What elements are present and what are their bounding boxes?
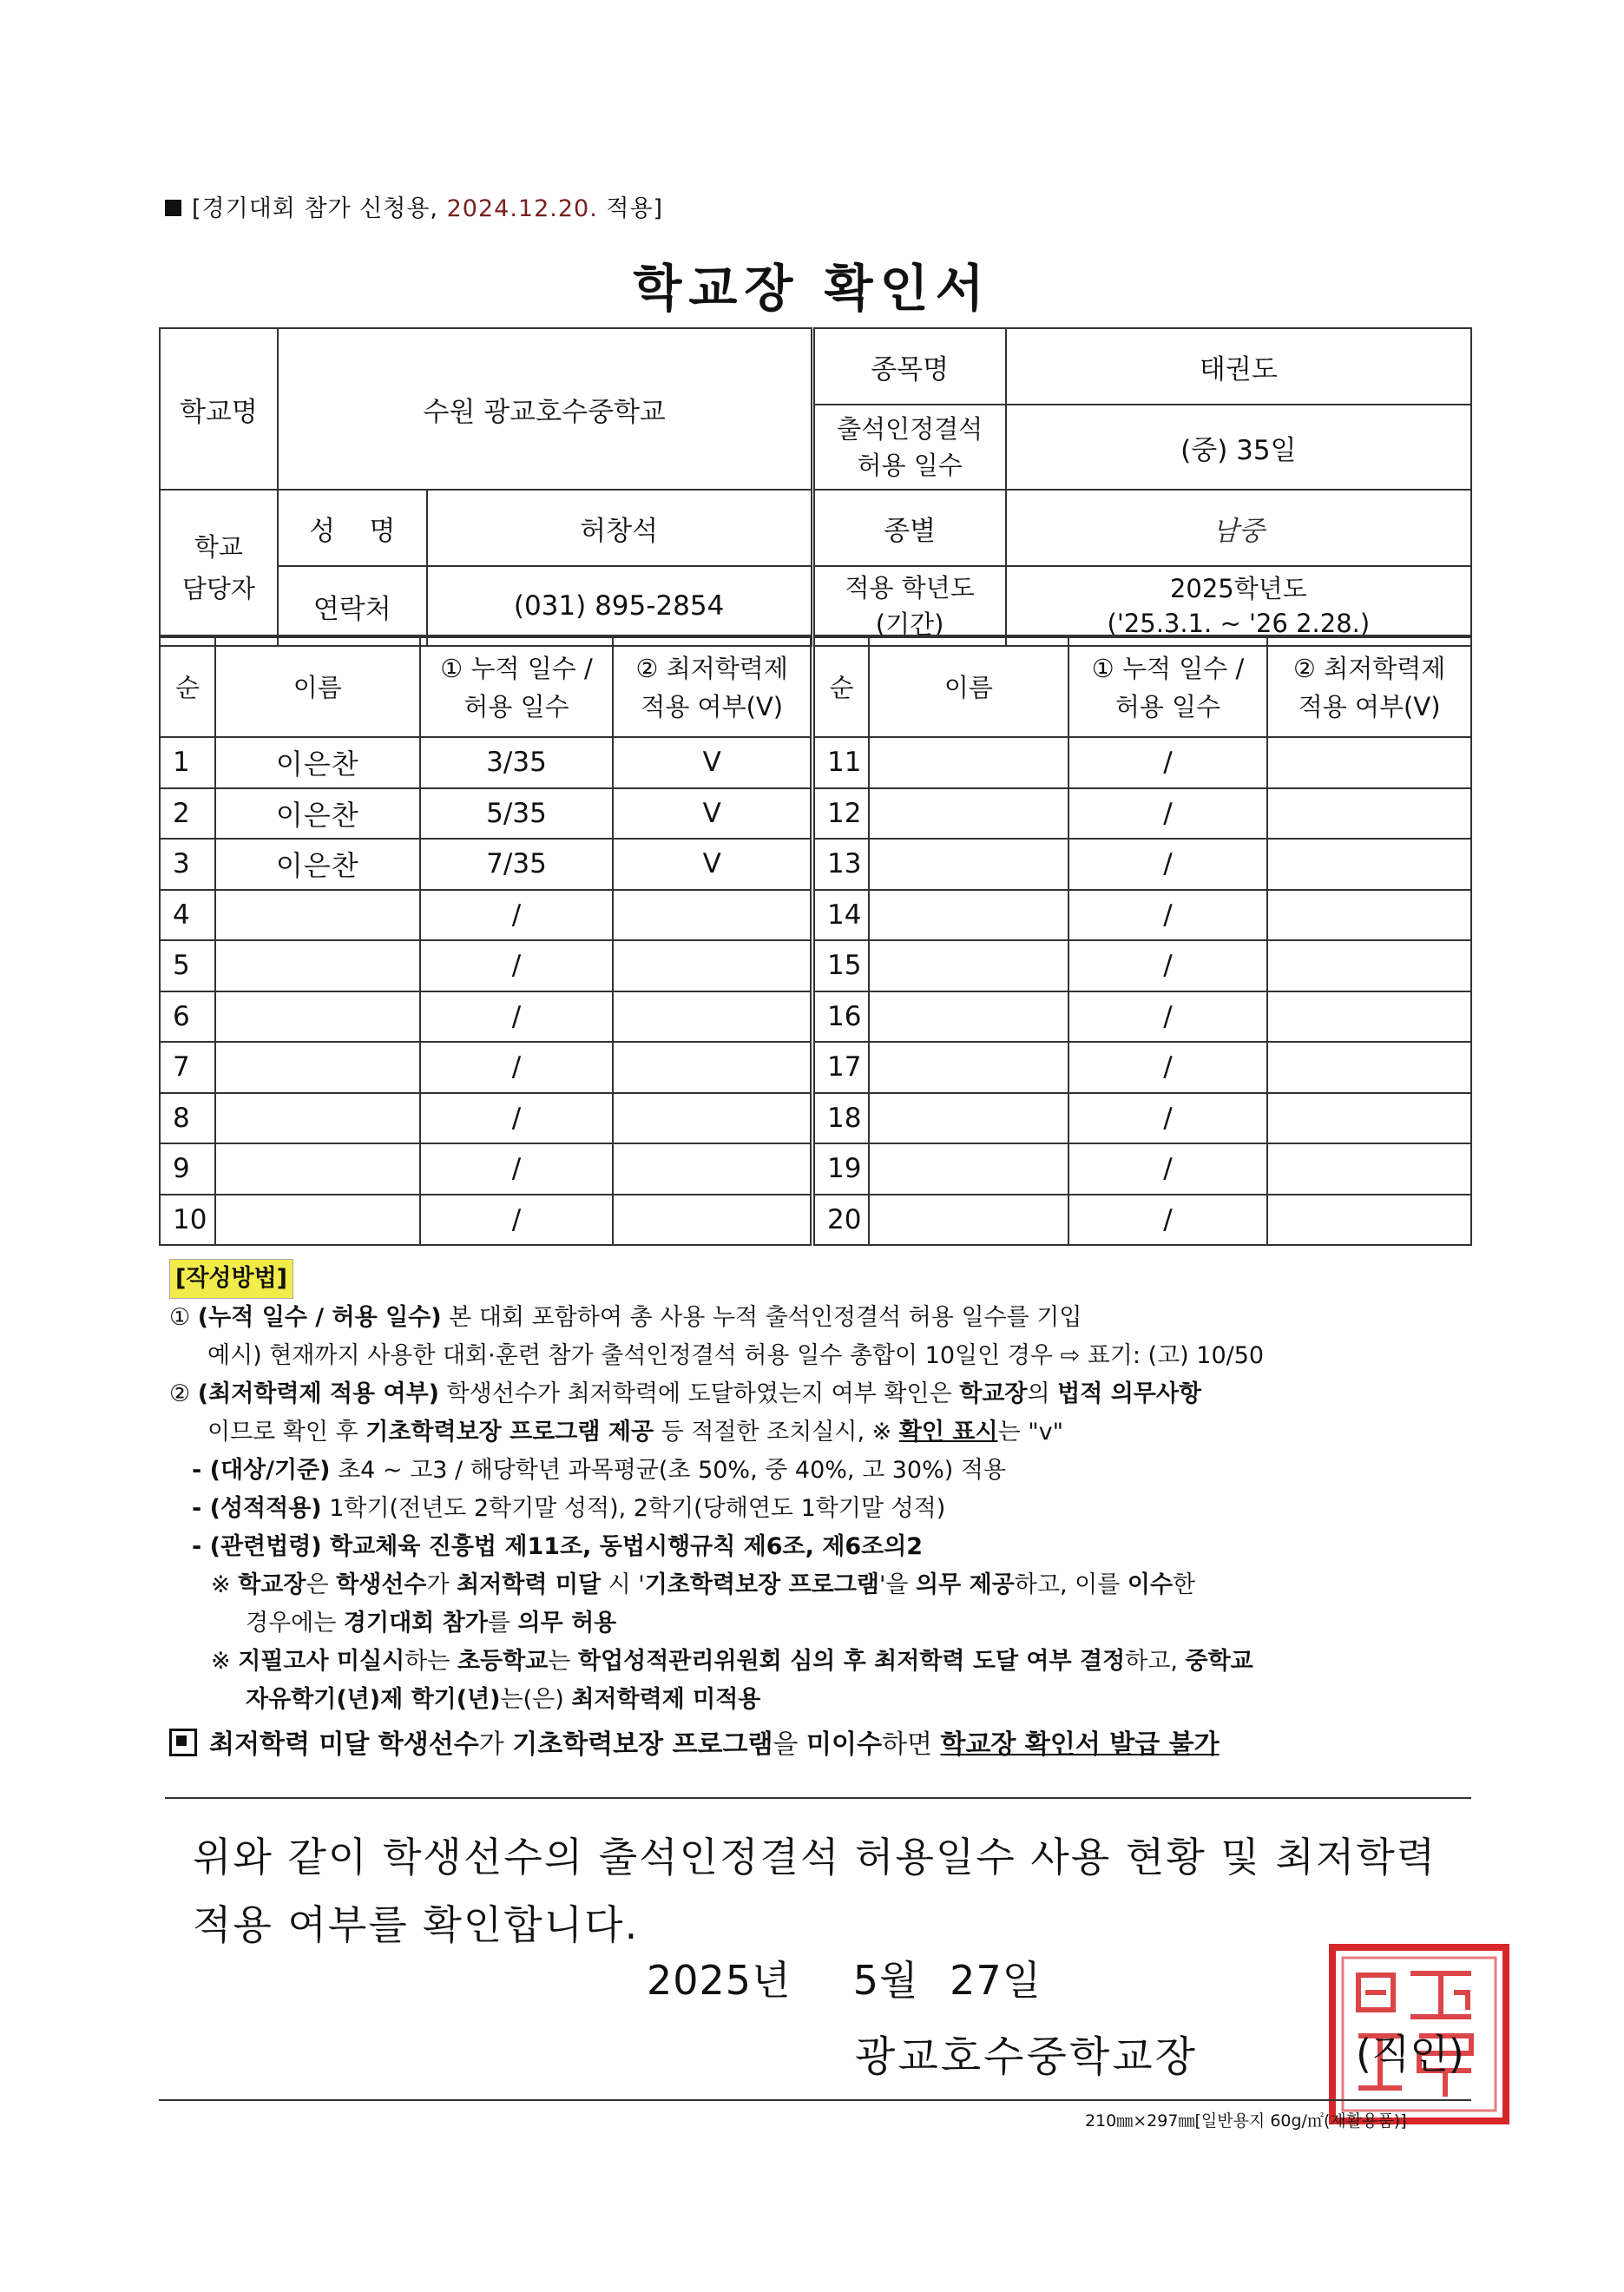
table-row: 9 / 19 / [160, 1143, 1471, 1195]
form-usage-note: [경기대회 참가 신청용, 2024.12.20. 적용] [165, 189, 663, 223]
final-notice: 최저학력 미달 학생선수가 기초학력보장 프로그램을 미이수하면 학교장 확인서 발급 불가 [169, 1726, 1471, 1764]
instruction-line: 자유학기(년)제 학기(년)는(은) 최저학력제 미적용 [246, 1686, 761, 1713]
instruction-line: ※ 학교장은 학생선수가 최저학력 미달 시 '기초학력보장 프로그램'을 의무 제공하고, 이를 이수한 [211, 1571, 1196, 1598]
list-header-row [160, 636, 1471, 737]
name-label: 성 명 [278, 490, 427, 566]
athlete-list-table [159, 635, 1472, 1246]
contact-label: 연락처 [278, 566, 427, 646]
instruction-line: - (성적적용) 1학기(전년도 2학기말 성적), 2학기(당해연도 1학기말 성적) [192, 1495, 946, 1522]
arrow-box-icon [169, 1729, 197, 1756]
divider [165, 1797, 1471, 1799]
col-no-right: 순 [812, 636, 869, 737]
square-bullet-icon [165, 200, 181, 216]
name-value: 허창석 [427, 490, 812, 566]
instruction-line: 예시) 현재까지 사용한 대회·훈련 참가 출석인정결석 허용 일수 총합이 10일인 경우 ⇨ 표기: (고) 10/50 [207, 1342, 1265, 1369]
year-label: 적용 학년도 (기간) [812, 566, 1006, 646]
table-row: 5 / 15 / [160, 940, 1471, 991]
document-title: 학교장 확인서 [633, 259, 991, 318]
confirmation-statement: 위와 같이 학생선수의 출석인정결석 허용일수 사용 현황 및 최저학력 적용 여부를 확인합니다. [193, 1834, 1437, 1948]
table-row: 1 이은찬 3/35 V 11 / [160, 737, 1471, 788]
instruction-line: ① (누적 일수 / 허용 일수) 본 대회 포함하여 총 사용 누적 출석인정결석 허용 일수를 기입 [169, 1304, 1082, 1331]
instruction-line: - (관련법령) 학교체육 진흥법 제11조, 동법시행규칙 제6조, 제6조의2 [192, 1533, 924, 1560]
col-name-left: 이름 [215, 636, 420, 737]
absence-label: 출석인정결석 허용 일수 [812, 405, 1006, 490]
gender-label: 종별 [812, 490, 1006, 566]
paper-spec: 210㎜×297㎜[일반용지 60g/㎡(재활용품)] [1085, 2111, 1407, 2131]
table-row: 4 / 14 / [160, 890, 1471, 941]
table-row: 2 이은찬 5/35 V 12 / [160, 788, 1471, 840]
absence-value: (중) 35일 [1006, 405, 1471, 490]
col-name-right: 이름 [869, 636, 1068, 737]
table-row: 7 / 17 / [160, 1042, 1471, 1093]
gender-value: 남중 [1006, 490, 1471, 566]
col-no-left: 순 [160, 636, 215, 737]
instruction-line: ※ 지필고사 미실시하는 초등학교는 학업성적관리위원회 심의 후 최저학력 도달 여부 결정하고, 중학교 [211, 1648, 1253, 1675]
table-row: 3 이은찬 7/35 V 13 / [160, 839, 1471, 890]
instruction-line: 이므로 확인 후 기초학력보장 프로그램 제공 등 적절한 조치실시, ※ 확인 표시는 "v" [207, 1419, 1064, 1446]
col-min-left: ② 최저학력제 적용 여부(V) [613, 636, 812, 737]
info-table [159, 327, 1472, 647]
contact-value: (031) 895-2854 [427, 566, 812, 646]
table-row: 6 / 16 / [160, 991, 1471, 1043]
instructions-tag: [작성방법] [169, 1259, 293, 1299]
instruction-line: - (대상/기준) 초4 ~ 고3 / 해당학년 과목평균(초 50%, 중 40%, 고 30%) 적용 [192, 1457, 1007, 1484]
footer-divider [159, 2099, 1471, 2101]
sport-value: 태권도 [1006, 328, 1471, 405]
year-value: 2025학년도 ('25.3.1. ~ '26 2.28.) [1006, 566, 1471, 646]
seal-label: (직인) [1356, 2031, 1464, 2078]
table-row: 8 / 18 / [160, 1093, 1471, 1144]
principal-title: 광교호수중학교장 [855, 2032, 1198, 2081]
col-days-right: ① 누적 일수 / 허용 일수 [1068, 636, 1268, 737]
sport-label: 종목명 [812, 328, 1006, 405]
school-value: 수원 광교호수중학교 [278, 328, 812, 490]
col-days-left: ① 누적 일수 / 허용 일수 [420, 636, 614, 737]
staff-label: 학교 담당자 [160, 490, 278, 646]
table-row: 10 / 20 / [160, 1195, 1471, 1246]
instruction-line: 경우에는 경기대회 참가를 의무 허용 [246, 1610, 617, 1637]
instructions [169, 1259, 1471, 1764]
instruction-line: ② (최저학력제 적용 여부) 학생선수가 최저학력에 도달하였는지 여부 확인은 학교장의 법적 의무사항 [169, 1380, 1202, 1407]
sign-date: 2025년 5월 27일 [647, 1957, 1042, 2004]
school-label: 학교명 [160, 328, 278, 490]
col-min-right: ② 최저학력제 적용 여부(V) [1267, 636, 1471, 737]
